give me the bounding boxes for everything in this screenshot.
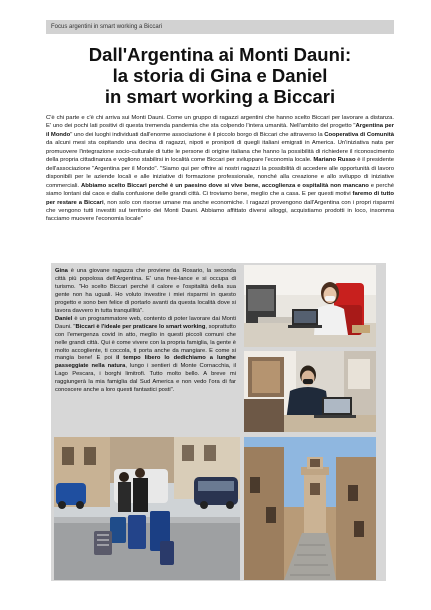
story-column (55, 268, 236, 395)
text-run: C'è chi parte e c'è chi arriva sui Monti Dauni. Come un gruppo di ragazzi argentini che hanno scelto Biccari per lavorare a distanza. E' uno dei pochi lati positivi di questa tremenda pandemia che sta colpendo l'intera umanità. Nell'ambito del progetto " (46, 115, 394, 130)
bold-text-run: Abbiamo scelto Biccari perché è un paesino dove si vive bene, accoglienza e ospitalità non mancano (81, 182, 369, 189)
article-title (46, 44, 394, 107)
text-run: da alcuni mesi sta ospitando una decina di ragazzi, nipoti e pronipoti di quegli italiani emigrati in America. Un'iniziativa nata per promuovere l'integrazione socio-culturale di tutte le persone di origine italiana che hanno la possibilità di richiedere il riconoscimento della propria cittadinanza e vogliono stabilirsi in località come Biccari per sviluppare l'economia locale. (46, 140, 394, 164)
title-line-1: Dall'Argentina ai Monti Dauni: (88, 44, 352, 65)
text-run: , lungo i sentieri di Monte Cornacchia, il Lago Pescara, i borghi limitrofi. Tutto molto bello. A breve mi raggiungerà la mia famiglia dal Sud America e non vedo l'ora di far conoscere anche a loro questi fantastici posti". (55, 363, 236, 394)
photo-village-street (244, 437, 376, 580)
section-header: Focus argentini in smart working a Biccari (46, 20, 394, 34)
text-run: " uno dei luoghi individuati dall'enorme associazione è il piccolo borgo di Biccari che attraverso la (70, 131, 325, 138)
text-run: , soprattutto con l'emergenza covid in atto, meglio in questi piccoli comuni che nelle grandi città. Qui è come vivere con la propria famiglia, la gente è molto accogliente, ti coccola, ti porta anche da mangiare. E come si mangia bene! E poi (55, 323, 236, 362)
bold-text-run: Argentina per il Mondo (46, 123, 394, 138)
daniel-paragraph (55, 316, 236, 396)
bold-text-run: il tempo libero lo dedichiamo a lunghe passeggiate nella natura (55, 355, 236, 370)
title-line-3: in smart working a Biccari (104, 86, 336, 107)
title-line-2: la storia di Gina e Daniel (112, 65, 328, 86)
bold-text-run: Mariano Russo (313, 157, 356, 164)
intro-paragraph (46, 114, 394, 224)
bold-text-run: Gina (55, 268, 68, 274)
gina-paragraph (55, 268, 236, 316)
text-run: , non solo con risorse umane ma anche economiche. I ragazzi provengono dall'Argentina con i propri risparmi che vengono tutti investiti sul territorio dei Monti Dauni. Abbiamo affittato diversi alloggi, acquistiamo prodotti in loco, insomma facciamo muovere l'economia locale" (46, 199, 394, 223)
photo-group-with-luggage (54, 437, 240, 580)
bold-text-run: Daniel (55, 315, 73, 322)
text-run: e perché siamo lontani dal caos e dalla confusione delle grandi città. Ci troviamo bene, meglio che a casa. E per questi motivi (46, 182, 395, 198)
text-run: è il presidente dell'associazione "Argentina per il Mondo". "Siamo qui per offrire ai nostri ragazzi la possibilità di accedere alle opportunità di lavoro disponibili per le aziende locali e alle iniziative di formazione professionale, nonché alla creazione e allo sviluppo di iniziative commerciali. (46, 157, 394, 189)
bold-text-run: Cooperativa di Comunità (324, 131, 394, 138)
bold-text-run: faremo di tutto per restare a Biccari (46, 191, 394, 206)
bold-text-run: Biccari è l'ideale per praticare lo smart working (75, 323, 206, 330)
photo-daniel-at-laptop (244, 351, 376, 432)
text-run: è una giovane ragazza che proviene da Rosario, la seconda città più popolosa dell'Argentina. E' una free-lance e si occupa di turismo. "Ho scelto Biccari perché il calore e l'ospitalità della sua gente non ha uguali. Ho voluto investire i miei risparmi in questo progetto e sono ben felice di portarlo avanti da questa località dove si lavora davvero in tutta tranquillità". (55, 268, 236, 314)
text-run: è un programmatore web, contento di poter lavorare dai Monti Dauni. " (55, 315, 236, 330)
photo-gina-at-laptop (244, 265, 376, 347)
